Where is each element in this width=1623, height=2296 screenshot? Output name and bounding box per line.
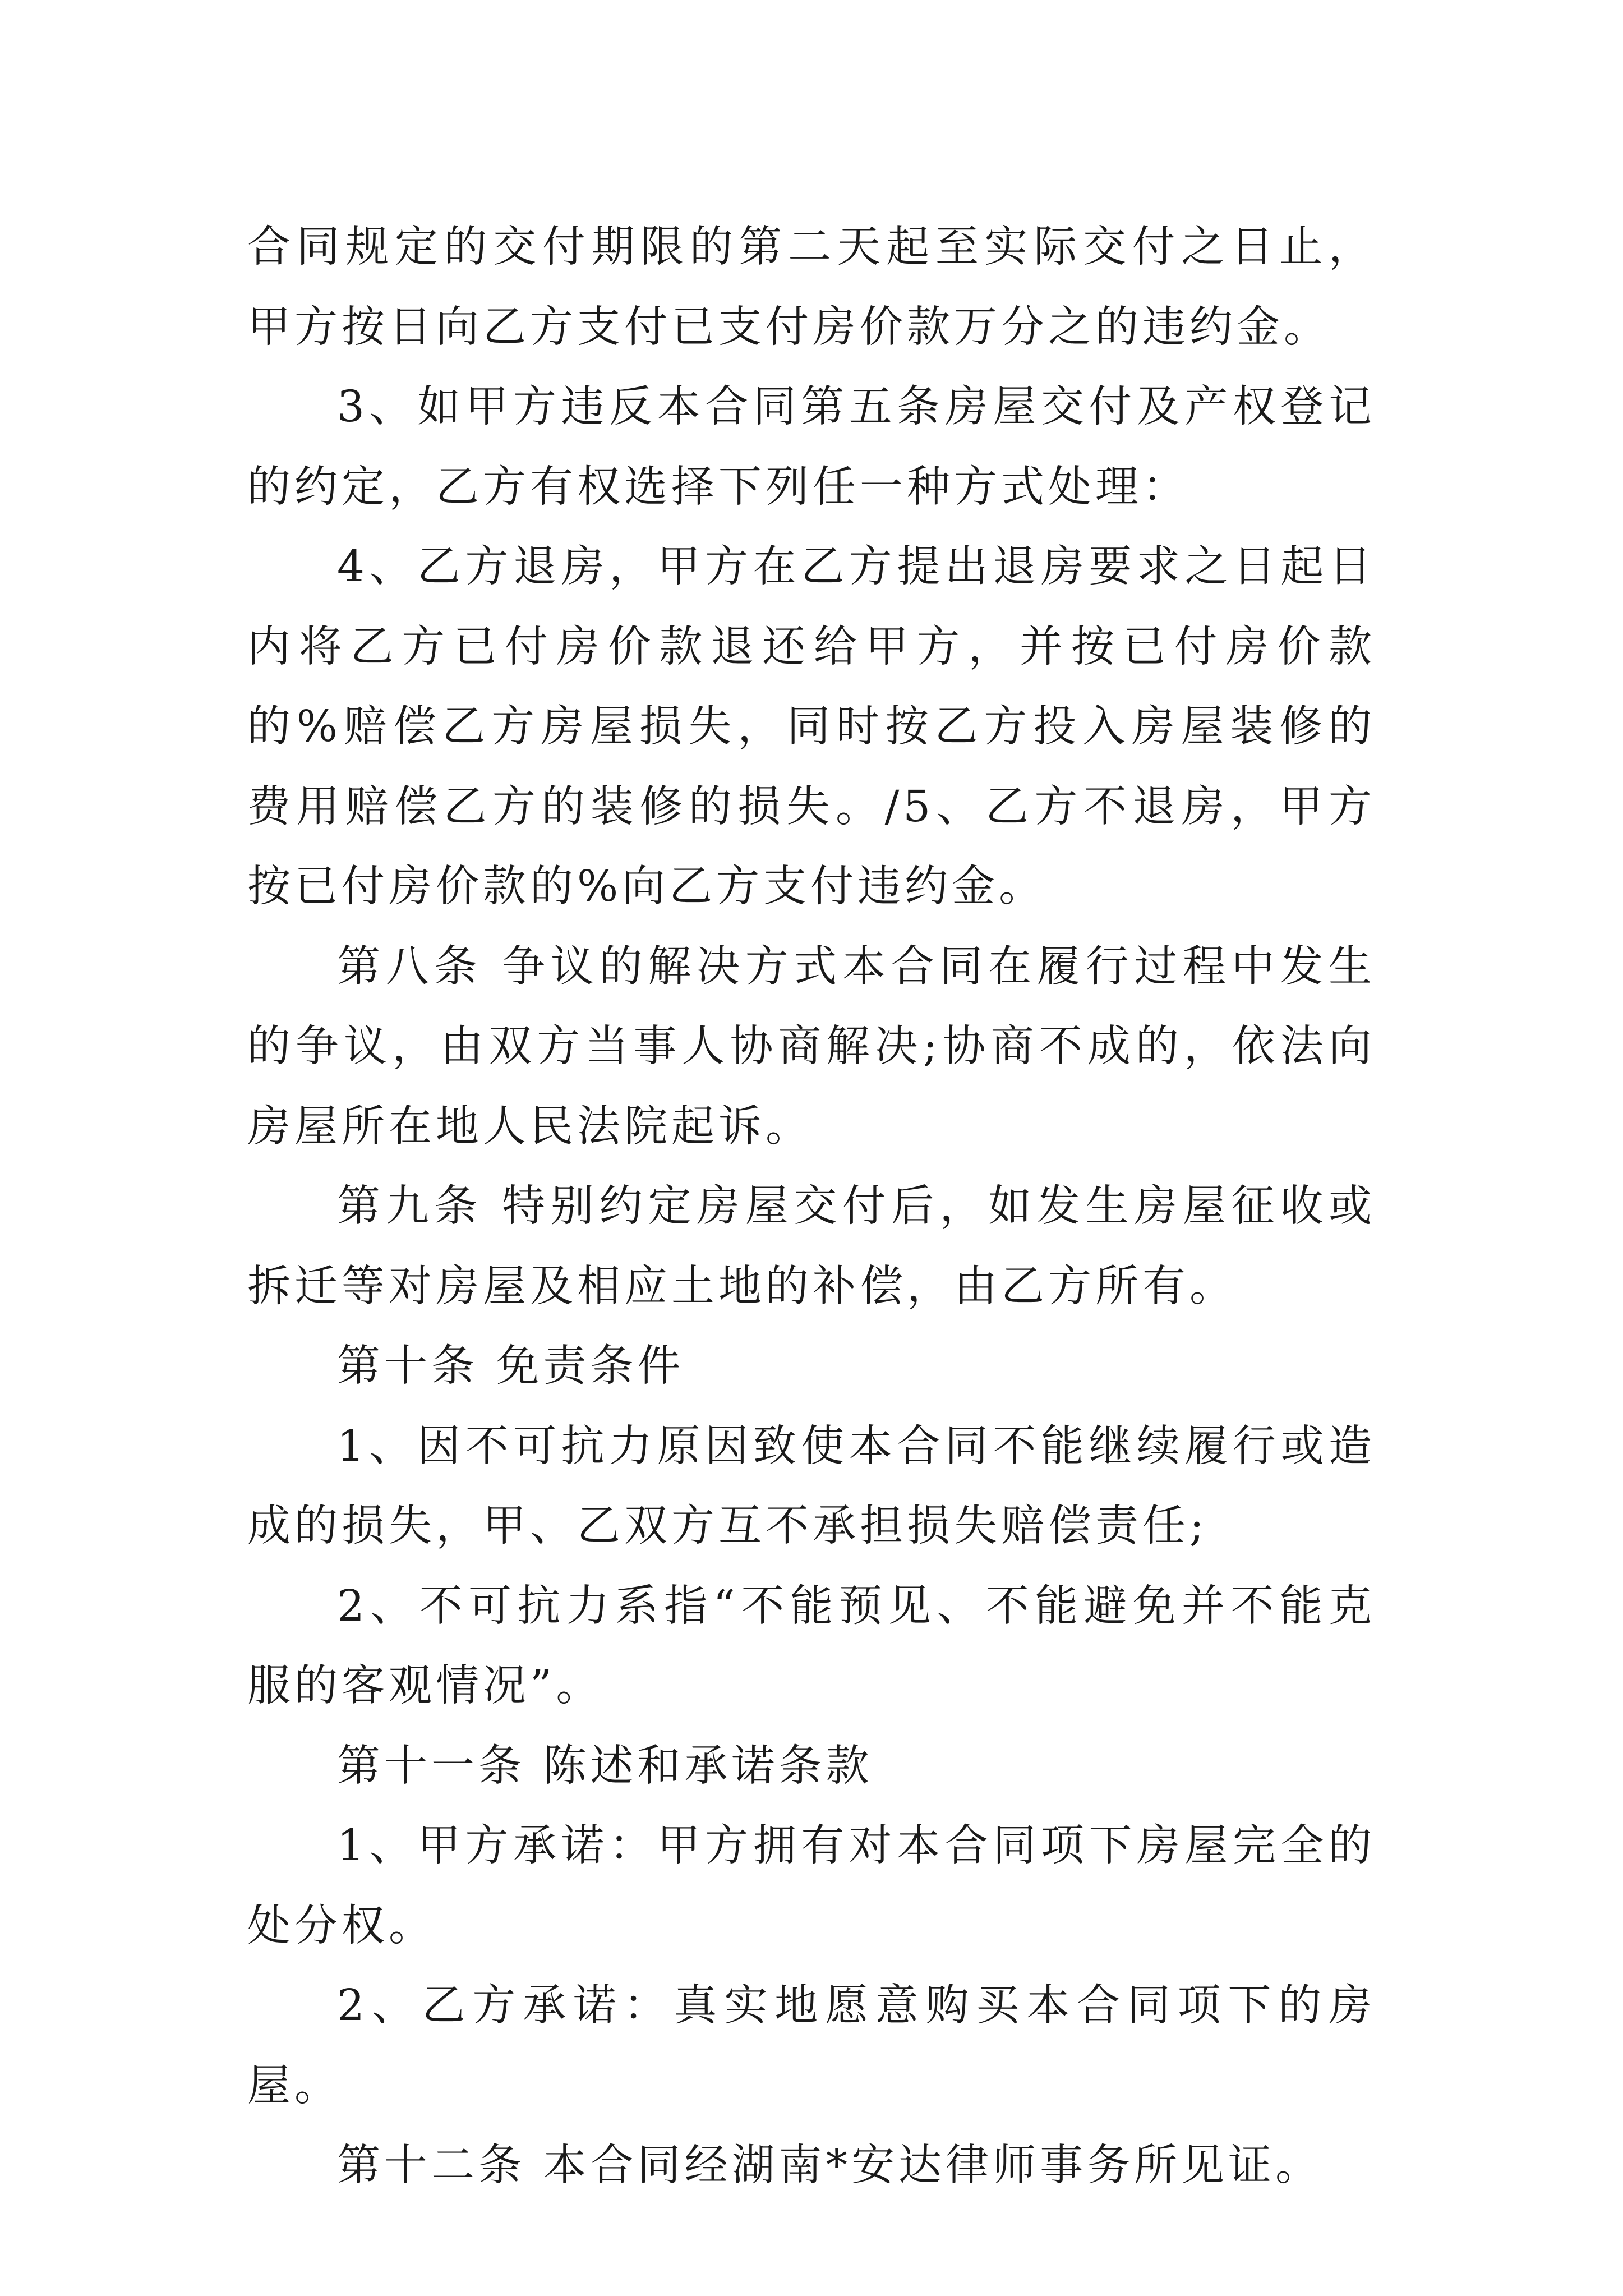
paragraph-article-10-heading: 第十条 免责条件 bbox=[337, 1341, 685, 1391]
paragraph-article-12: 第十二条 本合同经湖南*安达律师事务所见证。 bbox=[337, 2141, 1322, 2191]
paragraph-article-8: 第八条 争议的解决方式本合同在履行过程中发生的争议，由双方当事人协商解决;协商不成的，依法向房屋所在地人民法院起诉。 bbox=[247, 941, 1376, 1152]
paragraph-article-11-item-2: 2、乙方承诺：真实地愿意购买本合同项下的房屋。 bbox=[247, 1981, 1376, 2111]
paragraph-article-11-heading: 第十一条 陈述和承诺条款 bbox=[337, 1741, 873, 1791]
paragraph-article-11-item-1: 1、甲方承诺：甲方拥有对本合同项下房屋完全的处分权。 bbox=[247, 1821, 1376, 1951]
paragraph-clause-3: 3、如甲方违反本合同第五条房屋交付及产权登记的约定，乙方有权选择下列任一种方式处理： bbox=[247, 382, 1376, 512]
paragraph-article-10-item-2: 2、不可抗力系指“不能预见、不能避免并不能克服的客观情况”。 bbox=[247, 1581, 1376, 1711]
paragraph-article-9: 第九条 特别约定房屋交付后，如发生房屋征收或拆迁等对房屋及相应土地的补偿，由乙方所有。 bbox=[247, 1181, 1376, 1312]
paragraph-continuation: 合同规定的交付期限的第二天起至实际交付之日止，甲方按日向乙方支付已支付房价款万分之的违约金。 bbox=[247, 222, 1376, 352]
paragraph-clause-4-5: 4、乙方退房，甲方在乙方提出退房要求之日起日内将乙方已付房价款退还给甲方，并按已付房价款的%赔偿乙方房屋损失，同时按乙方投入房屋装修的费用赔偿乙方的装修的损失。/5、乙方不退房，甲方按已付房价款的%向乙方支付违约金。 bbox=[247, 542, 1376, 912]
paragraph-article-10-item-1: 1、因不可抗力原因致使本合同不能继续履行或造成的损失，甲、乙双方互不承担损失赔偿责任; bbox=[247, 1421, 1376, 1551]
document-body bbox=[247, 208, 1376, 2206]
